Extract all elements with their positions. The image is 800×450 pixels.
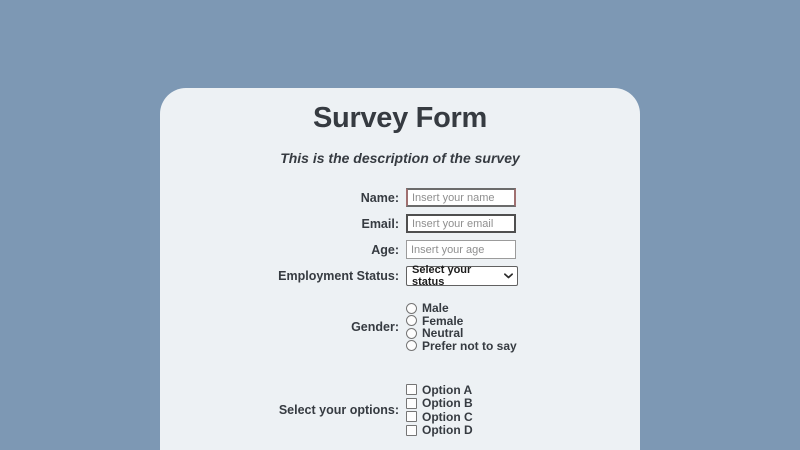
survey-card	[160, 88, 640, 450]
age-field-row	[160, 240, 640, 259]
checkbox-options	[406, 383, 473, 437]
radio-option-female[interactable]	[406, 315, 517, 328]
radio-option-prefer-not-to-say[interactable]	[406, 340, 517, 353]
male-radio-label: Male	[422, 301, 449, 316]
neutral-radio[interactable]	[406, 328, 417, 339]
option-a-checkbox-label: Option A	[422, 382, 473, 397]
option-c-checkbox-label: Option C	[422, 409, 473, 424]
radio-option-neutral[interactable]	[406, 327, 517, 340]
checkbox-option-c[interactable]	[406, 410, 473, 424]
age-input[interactable]	[406, 240, 516, 259]
option-b-checkbox-label: Option B	[422, 396, 473, 411]
name-label: Name:	[360, 190, 399, 205]
age-label: Age:	[371, 242, 399, 257]
option-b-checkbox[interactable]	[406, 398, 417, 409]
employment-status-row	[160, 263, 640, 288]
female-radio[interactable]	[406, 315, 417, 326]
options-checkbox-group	[160, 383, 640, 437]
form-title: Survey Form	[313, 102, 487, 134]
checkbox-option-b[interactable]	[406, 397, 473, 411]
employment-status-select[interactable]	[406, 263, 518, 288]
option-d-checkbox[interactable]	[406, 425, 417, 436]
neutral-radio-label: Neutral	[422, 326, 464, 341]
email-field-row	[160, 214, 640, 233]
checkbox-option-d[interactable]	[406, 424, 473, 438]
male-radio[interactable]	[406, 303, 417, 314]
form-description: This is the description of the survey	[280, 150, 520, 166]
option-a-checkbox[interactable]	[406, 384, 417, 395]
gender-label: Gender:	[351, 320, 399, 334]
option-d-checkbox-label: Option D	[422, 423, 473, 438]
name-input[interactable]	[406, 188, 516, 207]
prefer-not-to-say-radio-label: Prefer not to say	[422, 338, 517, 353]
chevron-down-icon	[504, 273, 513, 279]
form-fields	[160, 188, 640, 437]
employment-status-selected-value: Select your status	[412, 263, 472, 288]
radio-option-male[interactable]	[406, 302, 517, 315]
select-your-options-label: Select your options:	[278, 403, 399, 417]
option-c-checkbox[interactable]	[406, 411, 417, 422]
prefer-not-to-say-radio[interactable]	[406, 340, 417, 351]
email-label: Email:	[361, 216, 399, 231]
gender-options	[406, 302, 517, 352]
checkbox-option-a[interactable]	[406, 383, 473, 397]
female-radio-label: Female	[422, 313, 464, 328]
email-input[interactable]	[406, 214, 516, 233]
name-field-row	[160, 188, 640, 207]
employment-status-label: Employment Status:	[278, 268, 399, 283]
gender-radio-group	[160, 302, 640, 352]
